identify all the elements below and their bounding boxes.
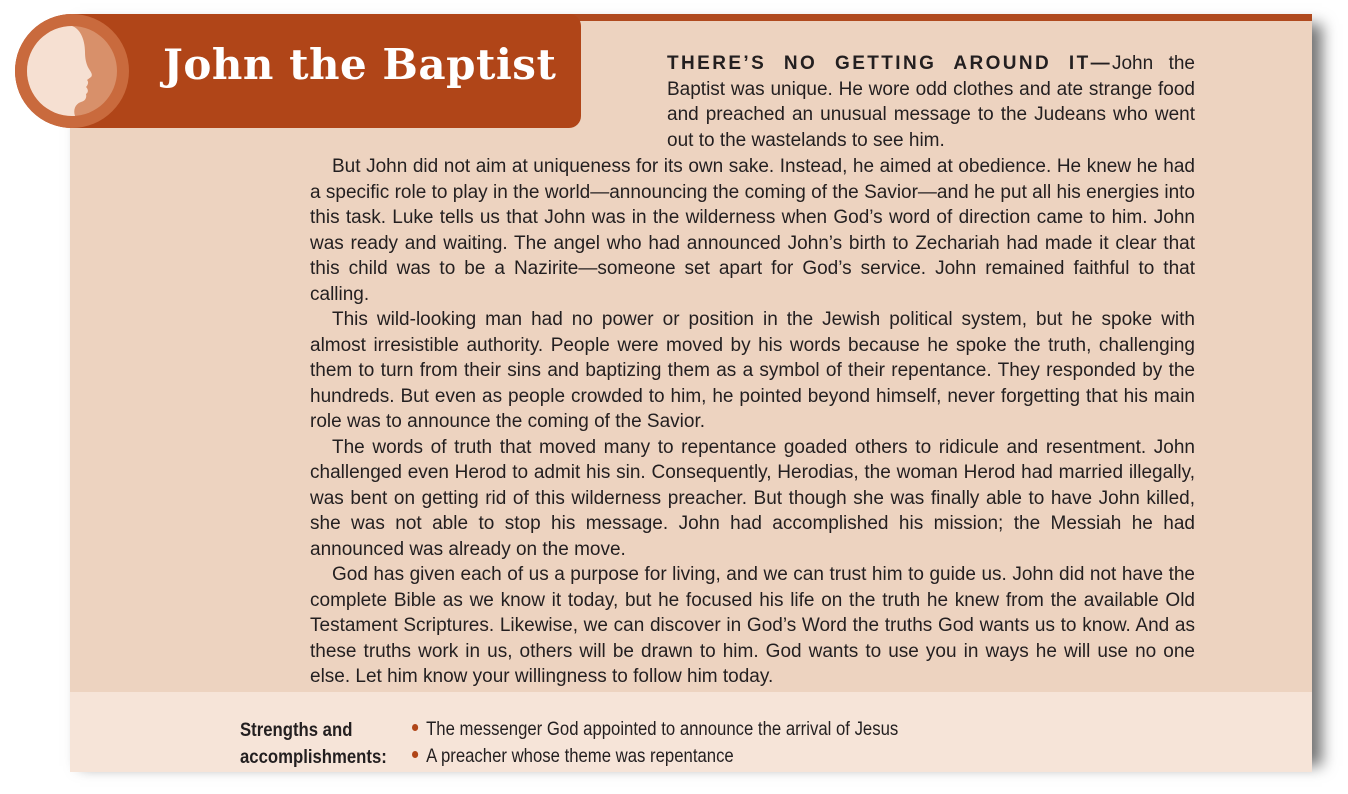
list-item — [412, 716, 898, 743]
bullet-icon — [412, 751, 418, 758]
strengths-section — [70, 692, 1312, 772]
paragraph: God has given each of us a purpose for living, and we can trust him to guide us. John did not have the complete Bible as we know it today, but he focused his life on the truth he knew from the available Old Testament Scriptures. Likewise, we can discover in God’s Word the truths God wants us to know. And as these truths work in us, others will be drawn to him. God wants to use you in ways he will use no one else. Let him know your willingness to follow him today. — [310, 564, 1195, 687]
lead-text: John the Baptist was unique. He wore odd clothes and ate strange food and preached an unusual message to the Judeans who went out to the wastelands to see him. — [667, 53, 1195, 151]
person-silhouette-icon — [15, 14, 129, 128]
article-body — [310, 154, 1195, 690]
lead-caps: THERE’S NO GETTING AROUND IT— — [667, 53, 1112, 74]
list-item-text: A preacher whose theme was repentance — [426, 746, 734, 767]
strengths-label — [240, 717, 387, 771]
bullet-icon — [412, 724, 418, 731]
strengths-label-line1: Strengths and — [240, 720, 353, 741]
paragraph: But John did not aim at uniqueness for its own sake. Instead, he aimed at obedience. He knew he had a specific role to play in the world—announcing the coming of the Savior—and he put all his energies into this task. Luke tells us that John was in the wilderness when God’s word of direction came to him. John was ready and waiting. The angel who had announced John’s birth to Zechariah had made it clear that this child was to be a Nazirite—someone set apart for God’s service. John remained faithful to that calling. — [310, 156, 1195, 305]
page-title: John the Baptist — [163, 40, 557, 89]
strengths-label-line2: accomplishments: — [240, 747, 387, 768]
list-item-text: The messenger God appointed to announce the arrival of Jesus — [426, 719, 899, 740]
list-item — [412, 743, 898, 770]
strengths-list — [412, 716, 965, 770]
lead-paragraph — [667, 51, 1195, 153]
paragraph: The words of truth that moved many to repentance goaded others to ridicule and resentment. John challenged even Herod to admit his sin. Consequently, Herodias, the woman Herod had married illegally, was bent on getting rid of this wilderness preacher. But though she was finally able to have John killed, she was not able to stop his message. John had accomplished his mission; the Messiah he had announced was already on the move. — [310, 436, 1195, 560]
paragraph: This wild-looking man had no power or position in the Jewish political system, but he spoke with almost irresistible authority. People were moved by his words because he spoke the truth, challenging them to turn from their sins and baptizing them as a symbol of their repentance. They responded by the hundreds. But even as people crowded to him, he pointed beyond himself, never forgetting that his main role was to announce the coming of the Savior. — [310, 309, 1195, 432]
